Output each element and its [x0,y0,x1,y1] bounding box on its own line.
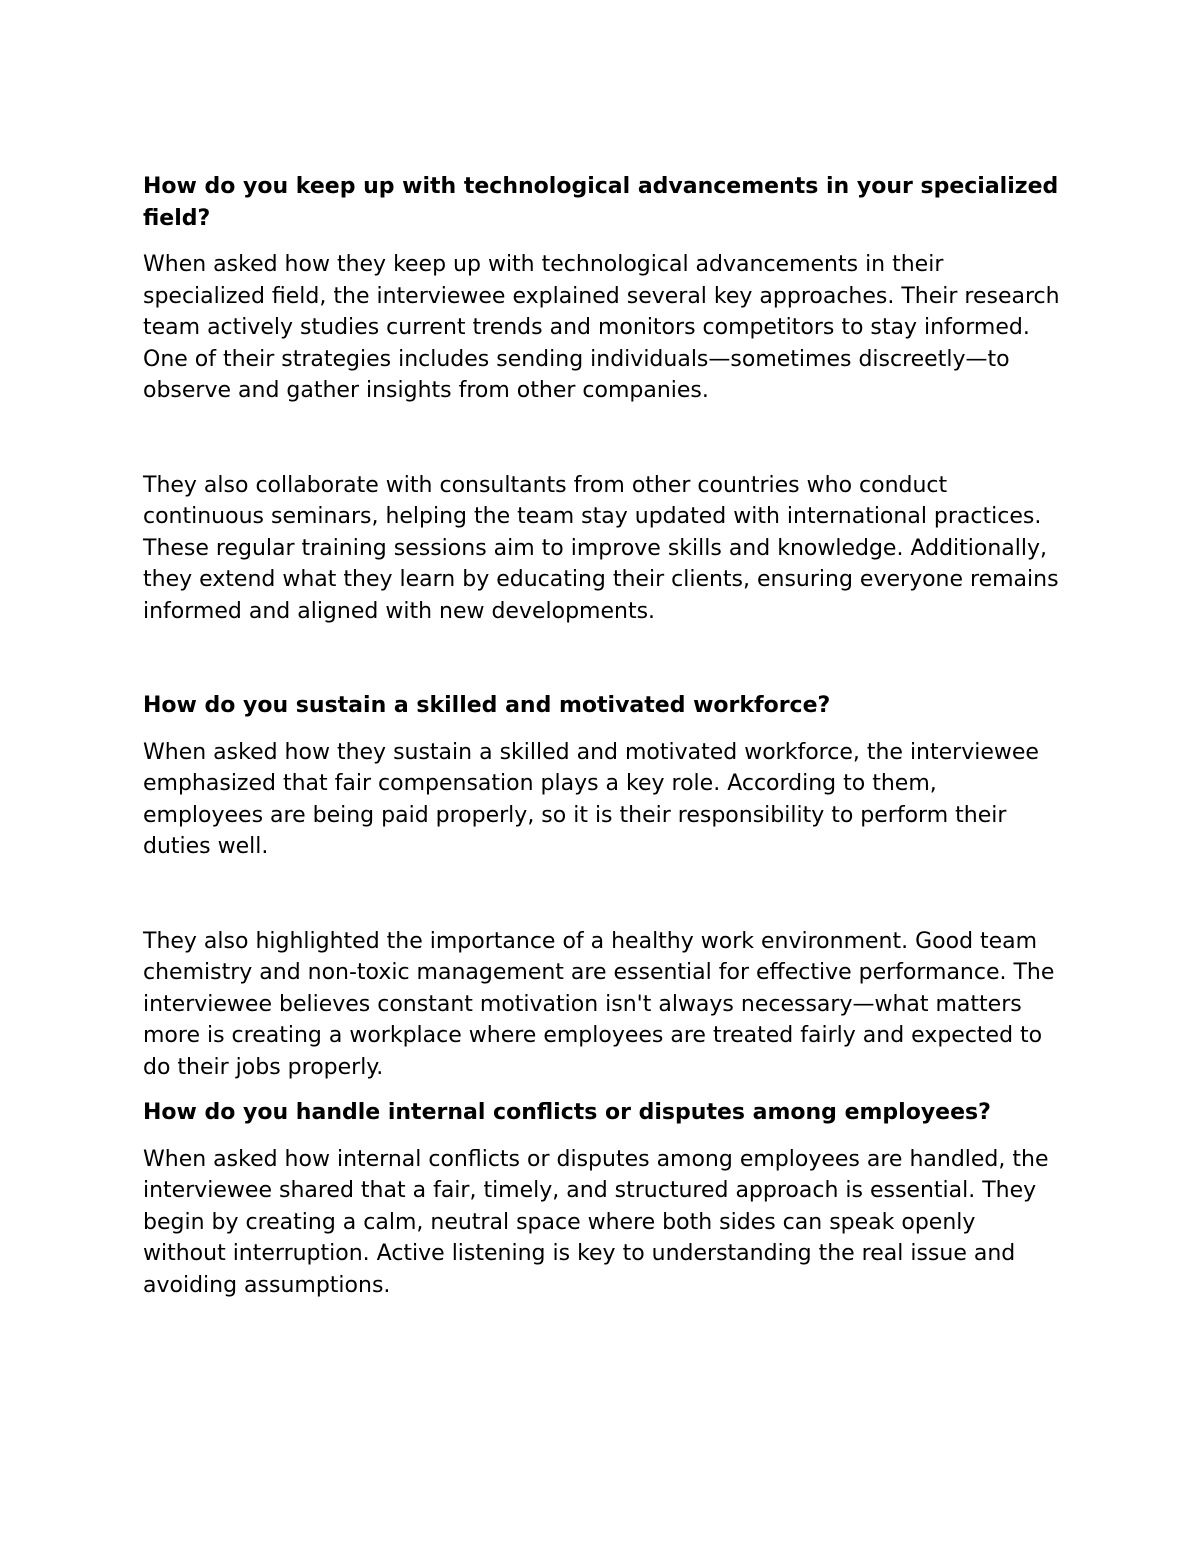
question-heading-1: How do you keep up with technological advancements in your specialized field? [143,174,1059,231]
document-page [143,0,1063,1301]
answer-paragraph-3a: When asked how internal conflicts or disputes among employees are handled, the interviewee shared that a fair, timely, and structured approach is essential. They begin by creating a calm, neutral space where both sides can speak openly without interruption. Active listening is key to understanding the real issue and avoiding assumptions. [143,1146,1049,1298]
question-heading-2: How do you sustain a skilled and motivated workforce? [143,693,831,718]
answer-paragraph-1b: They also collaborate with consultants from other countries who conduct continuous seminars, helping the team stay updated with international practices. These regular training sessions aim to improve skills and knowledge. Additionally, they extend what they learn by educating their clients, ensuring everyone remains informed and aligned with new developments. [143,472,1059,624]
top-margin [143,0,1063,171]
answer-paragraph-2b: They also highlighted the importance of a healthy work environment. Good team chemistry and non-toxic management are essential for effective performance. The interviewee believes constant motivation isn't always necessary—what matters more is creating a workplace where employees are treated fairly and expected to do their jobs properly. [143,928,1055,1080]
answer-paragraph-1a: When asked how they keep up with technological advancements in their specialized field, the interviewee explained several key approaches. Their research team actively studies current trends and monitors competitors to stay informed. One of their strategies includes sending individuals—sometimes discreetly—to observe and gather insights from other companies. [143,252,1060,403]
answer-paragraph-2a: When asked how they sustain a skilled and motivated workforce, the interviewee emphasized that fair compensation plays a key role. According to them, employees are being paid properly, so it is their responsibility to perform their duties well. [143,739,1039,859]
question-heading-3: How do you handle internal conflicts or disputes among employees? [143,1100,991,1125]
